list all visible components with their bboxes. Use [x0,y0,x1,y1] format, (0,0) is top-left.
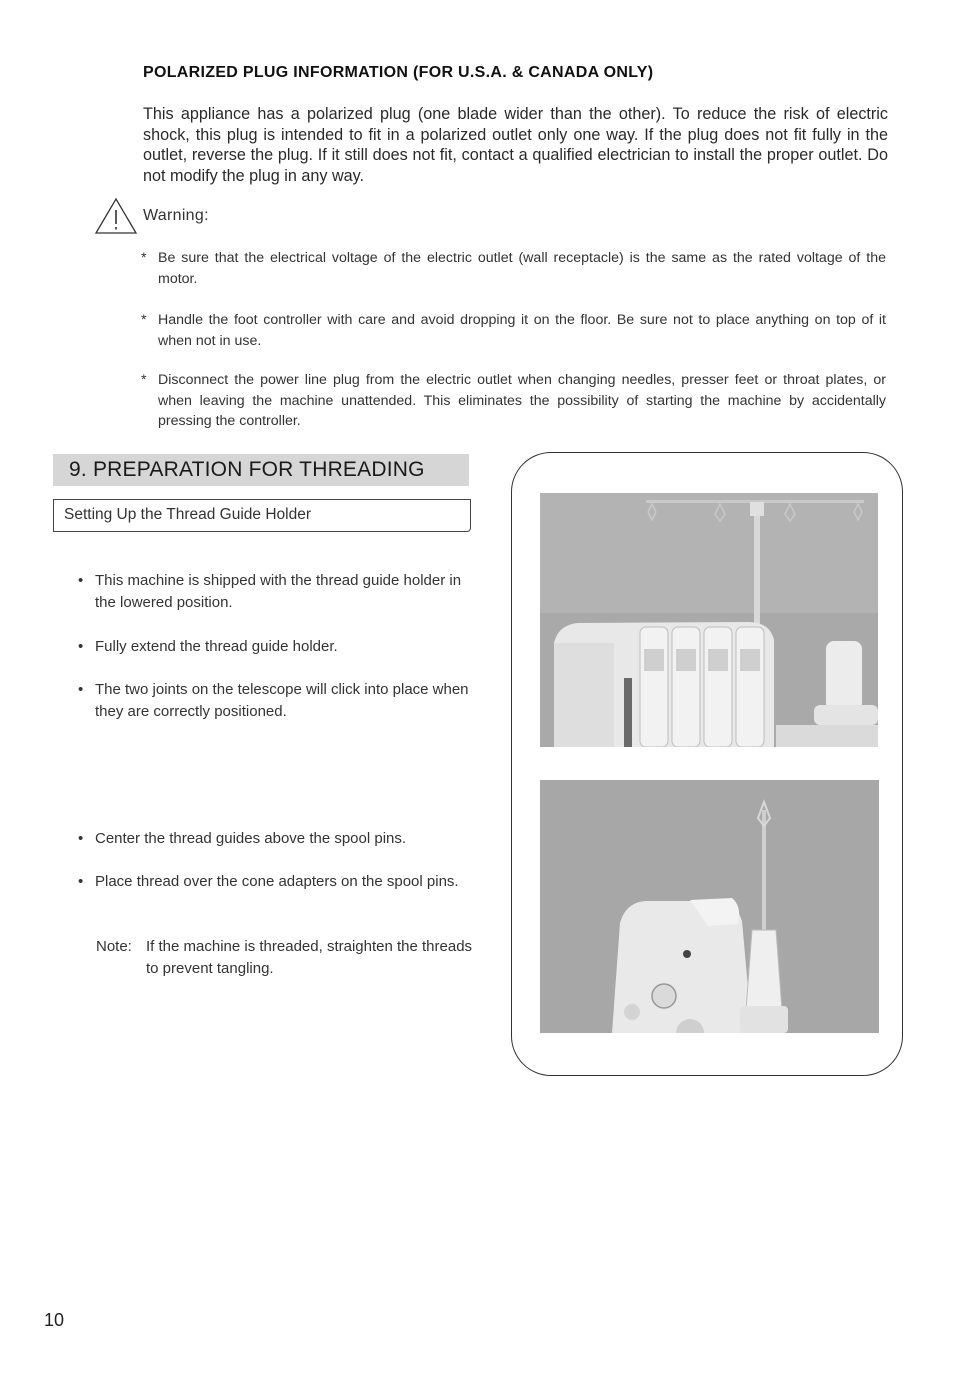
instruction-text: This machine is shipped with the thread guide holder in the lowered position. [95,572,462,611]
instruction-text: The two joints on the telescope will click into place when they are correctly positioned. [95,681,469,720]
instruction-text: Center the thread guides above the spool pins. [95,830,407,847]
instruction-item [78,570,481,613]
note [96,936,481,980]
warning-item [141,248,886,289]
bullet-marker: • [78,873,84,890]
warning-item-text: Disconnect the power line plug from the electric outlet when changing needles, presser feet or throat plates, or when leaving the machine unattended. This eliminates the possibility of starting the machine by accidentally pressing the controller. [158,372,886,429]
spool-pin-cone-photo [540,780,879,1033]
bullet-marker: • [78,572,84,589]
instruction-item [78,828,481,850]
warning-item [141,370,886,432]
warning-label: Warning: [143,207,209,224]
asterisk-marker: * [141,312,147,328]
bullet-marker: • [78,638,84,655]
serger-thread-guide-photo [540,493,878,747]
page-number: 10 [44,1310,65,1330]
instruction-text: Place thread over the cone adapters on the spool pins. [95,873,459,890]
subsection-title: Setting Up the Thread Guide Holder [64,506,312,523]
warning-item-text: Handle the foot controller with care and avoid dropping it on the floor. Be sure not to place anything on top of it when not in use. [158,312,886,349]
warning-item-text: Be sure that the electrical voltage of the electric outlet (wall receptacle) is the same as the rated voltage of the motor. [158,250,886,287]
plug-info-heading: POLARIZED PLUG INFORMATION (FOR U.S.A. & CANADA ONLY) [143,64,654,81]
bullet-marker: • [78,830,84,847]
warning-item [141,310,886,351]
note-text: If the machine is threaded, straighten the threads to prevent tangling. [146,938,473,977]
note-label: Note: [96,938,132,955]
bullet-marker: • [78,681,84,698]
instruction-item [78,636,481,658]
instruction-text: Fully extend the thread guide holder. [95,638,338,655]
instruction-item [78,679,481,722]
warning-triangle-icon [94,197,138,235]
asterisk-marker: * [141,250,147,266]
plug-info-body: This appliance has a polarized plug (one blade wider than the other). To reduce the risk of electric shock, this plug is intended to fit in a polarized outlet only one way. If the plug does not fit fully in the outlet, reverse the plug. If it still does not fit, contact a qualified electrician to install the proper outlet. Do not modify the plug in any way. [143,105,888,185]
instruction-item [78,871,481,893]
asterisk-marker: * [141,372,147,388]
section-title: 9. PREPARATION FOR THREADING [69,458,425,481]
